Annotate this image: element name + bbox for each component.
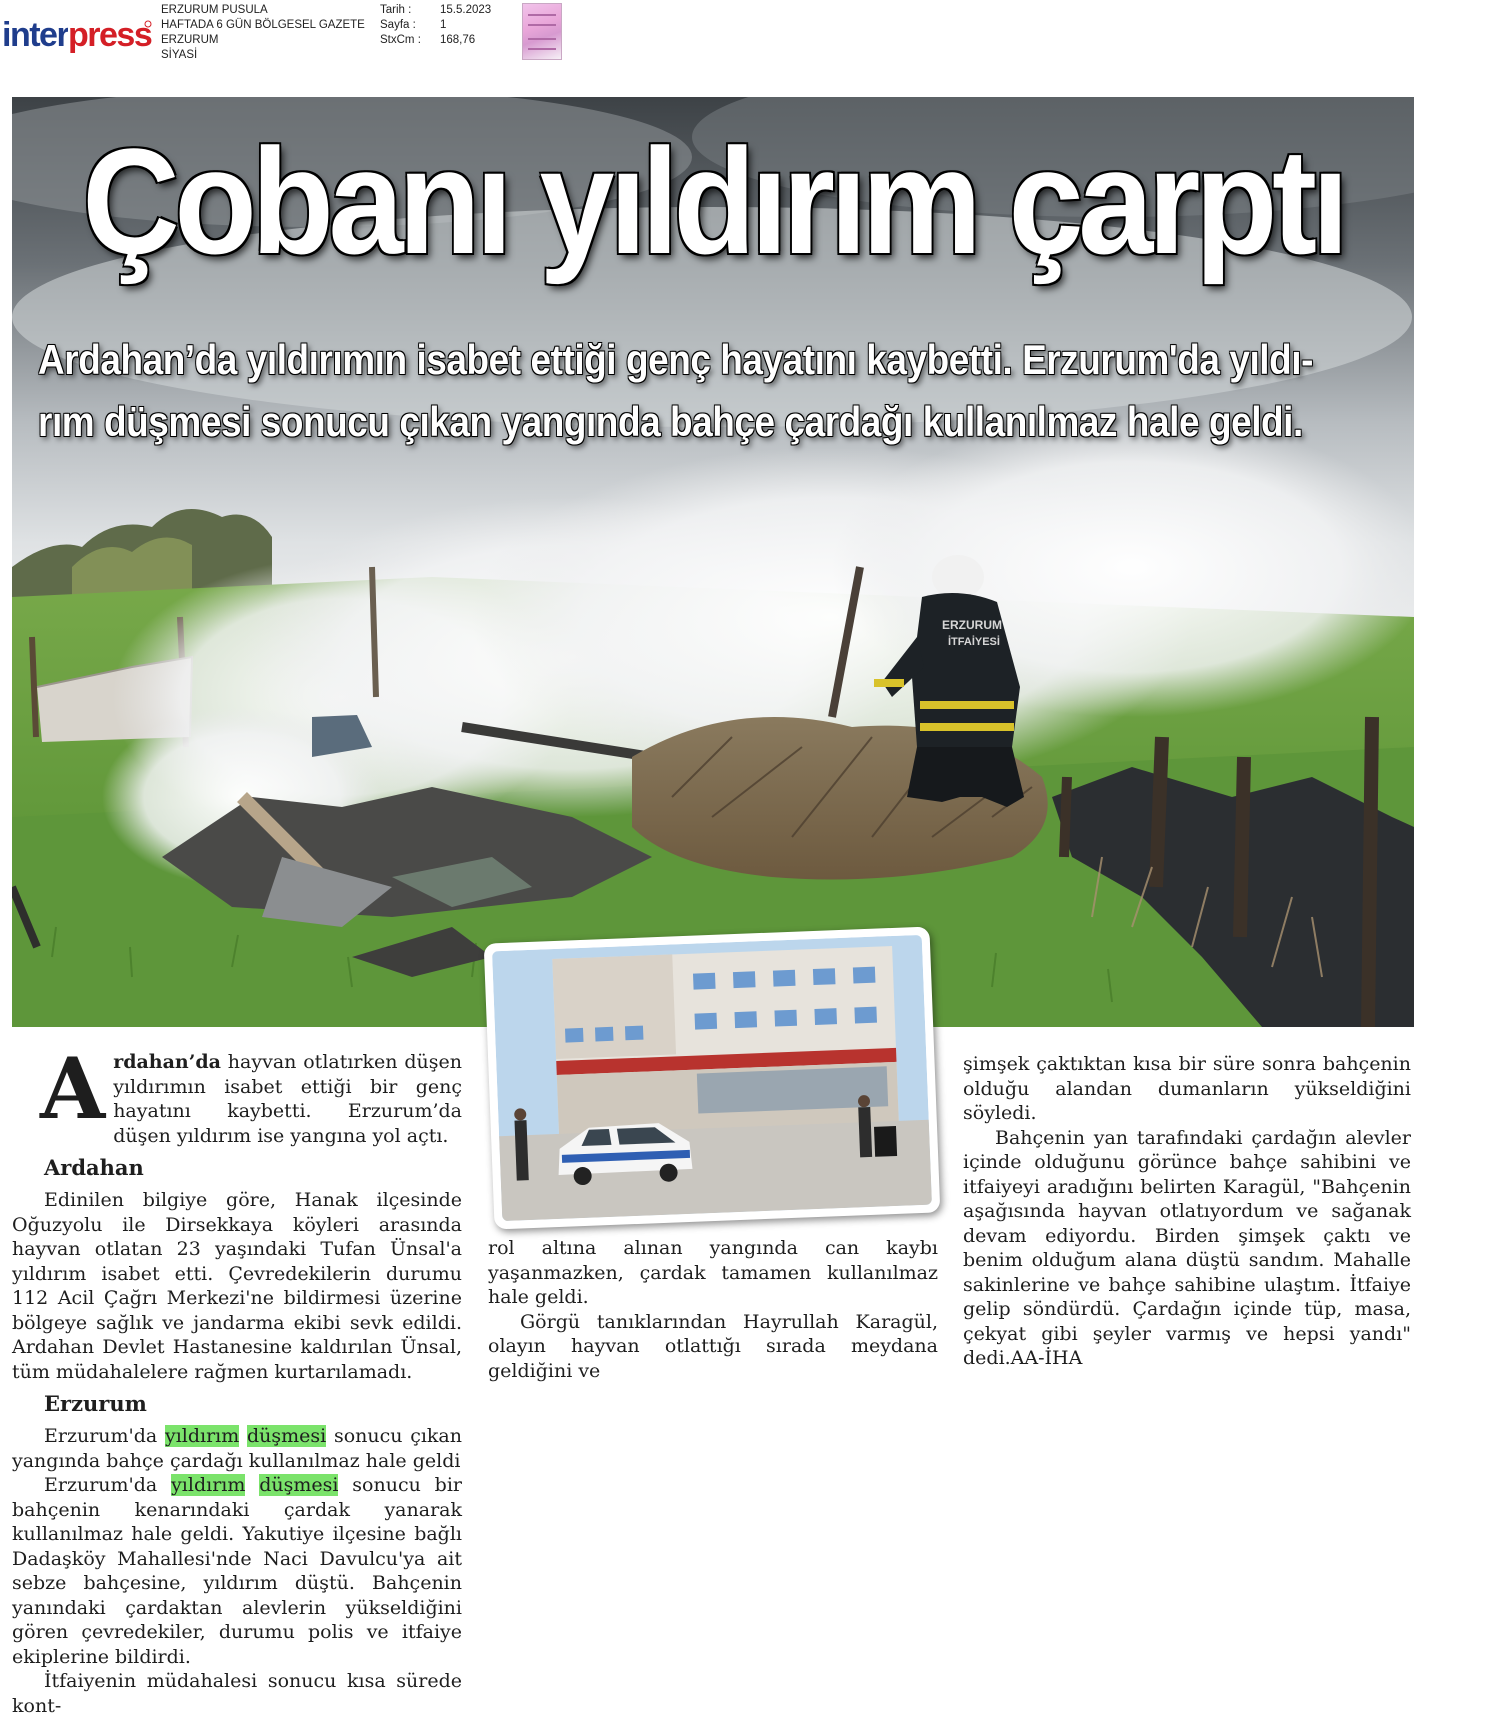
svg-text:press: press	[68, 16, 152, 54]
text-run: sonucu bir bahçenin kenarındaki çardak yanarak kullanılmaz hale geldi. Yakutiye ilçesine bağlı Dadaşköy Mahallesi'nde Naci Davulcu'ya ait sebze bahçesine, yıldırım düştü. Bahçenin yanındaki çardaktan alevlerin yükseldiğini gören çevredekiler, durumu polis ve itfaiye ekiplerine bildirdi.	[12, 1474, 462, 1668]
publication-name: ERZURUM PUSULA	[161, 4, 268, 16]
ardahan-paragraph: Edinilen bilgiye göre, Hanak ilçesinde Oğuzyolu ile Dirsekkaya köyleri arasında hayvan otlatan 23 yaşındaki Tufan Ünsal'a yıldırım isabet etti. Çevredekilerin durumu 112 Acil Çağrı Merkezi'ne bildirmesi üzerine bölgeye sağlık ve jandarma ekibi sevk edildi. Ardahan Devlet Hastanesine kaldırılan Ünsal, tüm müdahalelere rağmen kurtarılamadı.	[12, 1189, 462, 1383]
stcm-value: 168,76	[440, 34, 476, 46]
column-2-paragraph-1: rol altına alınan yangında can kaybı yaşanmazken, çardak tamamen kullanılmaz hale geldi.	[488, 1237, 938, 1308]
subheadline	[38, 329, 1313, 453]
erzurum-paragraph-1	[12, 1424, 462, 1473]
text-run: Erzurum'da	[44, 1474, 172, 1496]
hero-photo	[12, 97, 1414, 1027]
page-thumbnail	[522, 3, 562, 60]
inset-photo	[484, 927, 941, 1230]
stcm-label: StxCm :	[380, 34, 421, 46]
publication-info	[161, 3, 365, 63]
svg-text:inter	[2, 16, 69, 54]
search-highlight: yıldırım	[171, 1474, 246, 1496]
column-3-paragraph-2: Bahçenin yan tarafındaki çardağın alevler içinde olduğunu görünce bahçe sahibini ve itfaiyeyi aradığını belirten Karagül, "Bahçenin aşağısında hayvan otlatıyordum ve sağanak devam ediyordu. Birden şimşek çaktı ve benim olduğum alana düştü sandım. Mahalle sakinlerine ve bahçe sahibine ulaştım. İtfaiye gelip söndürdü. Çardağın içinde tüp, masa, çekyat gibi şeyler varmış ve hepsi yandı" dedi.AA-İHA	[963, 1126, 1411, 1369]
erzurum-paragraph-2	[12, 1473, 462, 1669]
publication-city: ERZURUM	[161, 34, 219, 46]
article-column-2	[488, 1236, 938, 1383]
date-label: Tarih :	[380, 4, 412, 16]
interpress-logo	[2, 4, 152, 56]
headline: Çobanı yıldırım çarptı	[82, 117, 1344, 285]
lead-bold-word: rdahan’da	[113, 1051, 221, 1073]
publication-category: SİYASİ	[161, 49, 198, 61]
section-title-ardahan: Ardahan	[44, 1155, 144, 1180]
meta-labels	[380, 3, 421, 48]
section-title-erzurum: Erzurum	[44, 1391, 147, 1416]
logo-inter: inter	[2, 16, 69, 54]
column-2-paragraph-2: Görgü tanıklarından Hayrullah Karagül, olayın hayvan otlattığı sırada meydana geldiğini ve	[488, 1310, 938, 1382]
column-3-paragraph-1: şimşek çaktıktan kısa bir süre sonra bahçenin olduğu alandan dumanların yükseldiğini söyledi.	[963, 1053, 1411, 1124]
jacket-text-1: ERZURUM	[942, 618, 1002, 632]
article-column-3	[963, 1052, 1411, 1371]
lead-text: hayvan otlatırken düşen yıldırımın isabet ettiği bir genç hayatını kaybetti. Erzurum’da düşen yıldırım ise yangına yol açtı.	[113, 1051, 462, 1147]
lead-paragraph	[12, 1039, 462, 1148]
date-value: 15.5.2023	[440, 4, 492, 16]
search-highlight: yıldırım	[164, 1425, 240, 1447]
search-highlight: düşmesi	[259, 1474, 339, 1496]
erzurum-paragraph-3: İtfaiyenin müdahalesi sonucu kısa sürede kont-	[12, 1670, 462, 1717]
subheadline-line-2: rım düşmesi sonucu çıkan yangında bahçe çardağı kullanılmaz hale geldi.	[38, 398, 1303, 445]
text-run: sonucu çıkan yangında bahçe çardağı kullanılmaz hale geldi	[12, 1425, 463, 1472]
drop-cap: A	[40, 1039, 106, 1138]
text-run: Erzurum'da	[44, 1425, 165, 1447]
article-column-1	[12, 1039, 463, 1718]
jacket-text-2: İTFAİYESİ	[948, 636, 1000, 648]
page-value: 1	[440, 19, 447, 31]
subheadline-line-1: Ardahan’da yıldırımın isabet ettiği genç hayatını kaybetti. Erzurum'da yıldı-	[38, 336, 1313, 383]
meta-values	[440, 3, 491, 48]
search-highlight: düşmesi	[247, 1425, 327, 1447]
publication-frequency: HAFTADA 6 GÜN BÖLGESEL GAZETE	[161, 19, 365, 31]
page-label: Sayfa :	[380, 19, 416, 31]
